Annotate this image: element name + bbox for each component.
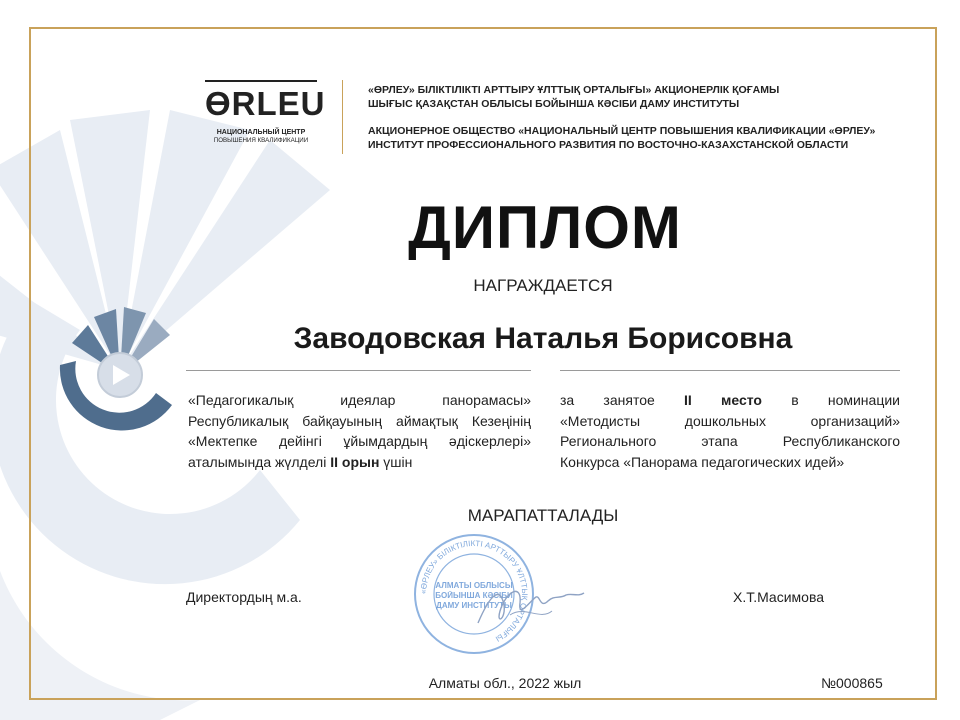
diploma-title: ДИПЛОМ xyxy=(408,194,682,261)
award-text-russian xyxy=(560,390,900,472)
russian-suffix: в номинации xyxy=(761,392,900,408)
awarded-label: НАГРАЖДАЕТСЯ xyxy=(473,276,613,295)
handwritten-signature xyxy=(470,575,590,635)
kazakh-text-line xyxy=(188,452,531,473)
russian-text-line: Регионального этапа Республиканского xyxy=(560,433,900,449)
kazakh-text-line: «Педагогикалық идеялар панорамасы» xyxy=(188,392,531,408)
kazakh-suffix: үшін xyxy=(379,453,413,470)
document-number: №000865 xyxy=(821,675,883,691)
russian-place: II место xyxy=(684,392,762,408)
logo-top-rule xyxy=(205,80,317,82)
stamp-center-line3: ДАМУ ИНСТИТУТЫ xyxy=(436,601,512,610)
award-verb-kazakh: МАРАПАТТАЛАДЫ xyxy=(467,506,619,525)
signer-name: Х.Т.Масимова xyxy=(733,589,825,605)
stamp-ring-text: «ӨРЛЕУ» БІЛІКТІЛІКТІ АРТТЫРУ ҰЛТТЫҚ ОРТАЛЫҒЫ xyxy=(418,538,530,644)
orleu-emblem xyxy=(50,295,190,445)
russian-prefix: за занятое xyxy=(560,392,684,408)
kazakh-prefix: аталымында жүлделі xyxy=(188,453,331,470)
org-name-russian xyxy=(368,124,908,152)
header-divider xyxy=(342,80,343,154)
award-text-kazakh xyxy=(188,390,531,472)
org-kazakh-line1: «ӨРЛЕУ» БІЛІКТІЛІКТІ АРТТЫРУ ҰЛТТЫҚ ОРТАЛЫҒЫ» АКЦИОНЕРЛІК ҚОҒАМЫ xyxy=(368,84,780,96)
logo-subtitle-line1: НАЦИОНАЛЬНЫЙ ЦЕНТР xyxy=(216,129,306,136)
kazakh-text-line: Республикалық байқауының аймақтық Кезеңінің xyxy=(188,412,531,429)
org-name-kazakh xyxy=(368,83,908,111)
orleu-logo xyxy=(205,80,326,145)
russian-text-line xyxy=(560,390,900,411)
logo-subtitle-line2: ПОВЫШЕНИЯ КВАЛИФИКАЦИИ xyxy=(213,137,309,144)
divider-right xyxy=(560,370,900,371)
stamp-center-line2: БОЙЫНША КӘСІБИ xyxy=(435,591,513,600)
kazakh-place: II орын xyxy=(330,453,380,470)
place-and-year: Алматы обл., 2022 жыл xyxy=(428,675,582,691)
divider-left xyxy=(186,370,531,371)
director-position: Директордың м.а. xyxy=(186,589,302,605)
russian-text-line: Конкурса «Панорама педагогических идей» xyxy=(560,453,845,470)
logo-wordmark: ӨRLEU xyxy=(205,85,326,122)
org-russian-line2: ИНСТИТУТ ПРОФЕССИОНАЛЬНОГО РАЗВИТИЯ ПО ВОСТОЧНО-КАЗАХСТАНСКОЙ ОБЛАСТИ xyxy=(368,139,849,151)
stamp-center-line1: АЛМАТЫ ОБЛЫСЫ xyxy=(435,581,513,590)
recipient-name: Заводовская Наталья Борисовна xyxy=(293,322,793,355)
org-russian-line1: АКЦИОНЕРНОЕ ОБЩЕСТВО «НАЦИОНАЛЬНЫЙ ЦЕНТР ПОВЫШЕНИЯ КВАЛИФИКАЦИИ «ӨРЛЕУ» xyxy=(368,125,876,137)
org-kazakh-line2: ШЫҒЫС ҚАЗАҚСТАН ОБЛЫСЫ БОЙЫНША КӘСІБИ ДАМУ ИНСТИТУТЫ xyxy=(368,98,740,110)
russian-text-line: «Методисты дошкольных организаций» xyxy=(560,412,900,429)
kazakh-text-line: «Мектепке дейінгі ұйымдардың әдіскерлері» xyxy=(188,433,531,449)
